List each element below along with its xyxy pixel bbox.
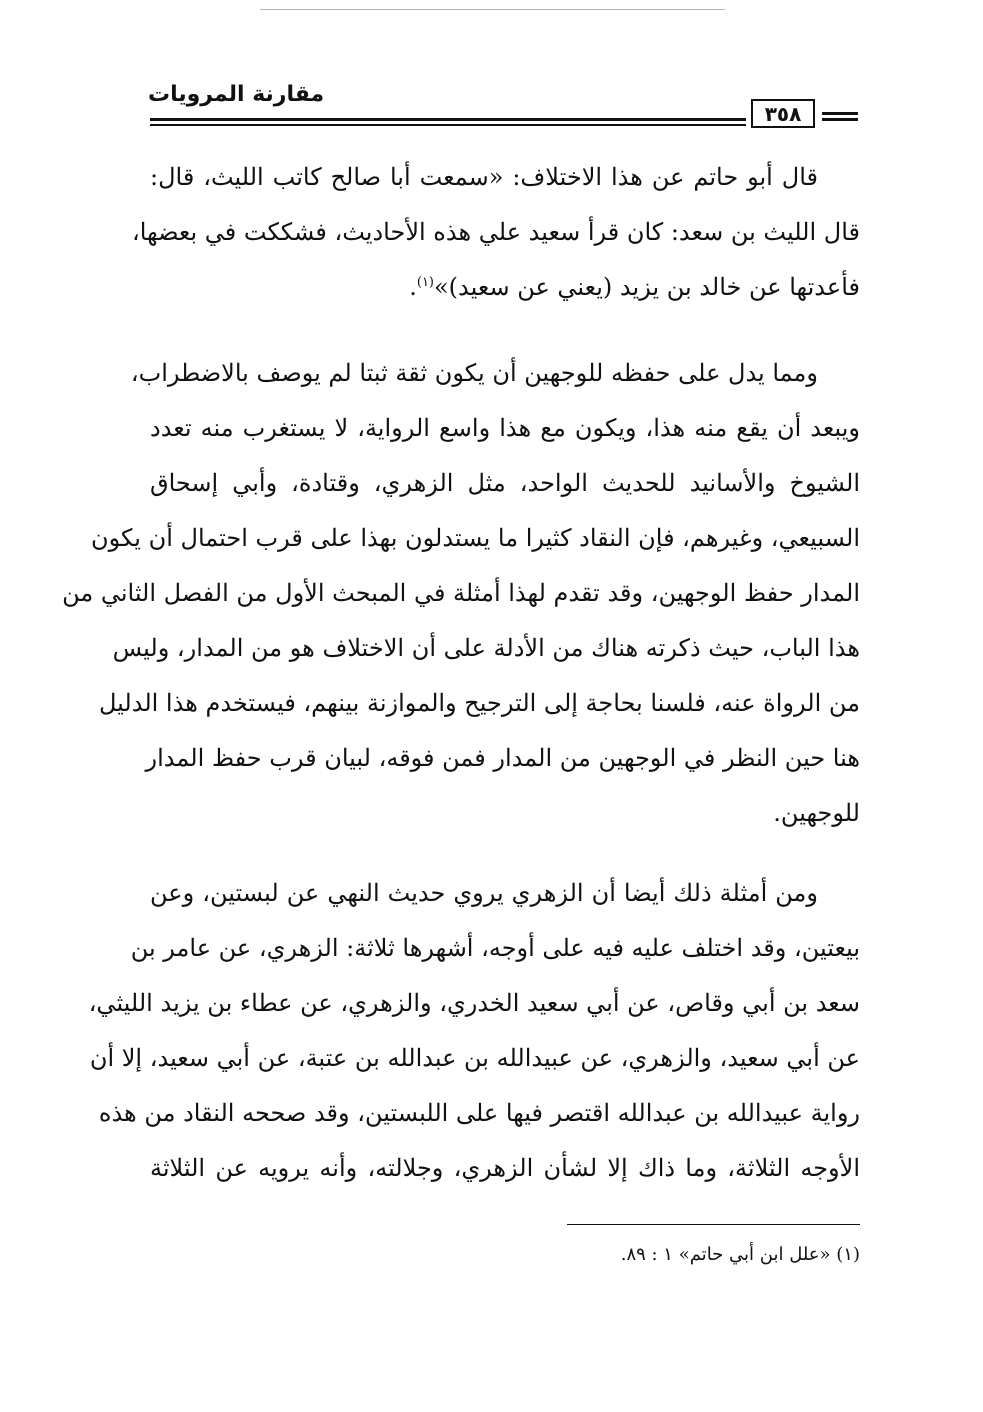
text-line: ويبعد أن يقع منه هذا، ويكون مع هذا واسع الرواية، لا يستغرب منه تعدد — [150, 414, 860, 442]
text-line: بيعتين، وقد اختلف عليه فيه على أوجه، أشهرها ثلاثة: الزهري، عن عامر بن — [130, 934, 860, 962]
page-number-rule-bottom — [822, 118, 858, 121]
text-line: سعد بن أبي وقاص، عن أبي سعيد الخدري، والزهري، عن عطاء بن يزيد الليثي، — [88, 989, 860, 1017]
text-line: السبيعي، وغيرهم، فإن النقاد كثيرا ما يستدلون بهذا على قرب احتمال أن يكون — [91, 524, 860, 552]
paragraph-2 — [62, 346, 860, 841]
footnote-reference[interactable]: (١) — [416, 275, 434, 290]
header-rule-thick — [150, 118, 746, 121]
header-rule-thin — [150, 124, 746, 126]
footnote: (١) «علل ابن أبي حاتم» ١ : ٨٩. — [620, 1244, 860, 1265]
text-line: للوجهين. — [773, 799, 860, 827]
text-line: الأوجه الثلاثة، وما ذاك إلا لشأن الزهري، وجلالته، وأنه يرويه عن الثلاثة — [150, 1154, 861, 1182]
text-line: من الرواة عنه، فلسنا بحاجة إلى الترجيح والموازنة بينهم، فيستخدم هذا الدليل — [98, 689, 860, 717]
page-number-rule-top — [822, 112, 858, 115]
paragraph-1 — [131, 150, 860, 315]
text-line: قال أبو حاتم عن هذا الاختلاف: «سمعت أبا صالح كاتب الليث، قال: — [150, 163, 818, 191]
text-line: قال الليث بن سعد: كان قرأ سعيد علي هذه الأحاديث، فشككت في بعضها، — [131, 218, 860, 246]
text-line: رواية عبيدالله بن عبدالله اقتصر فيها على اللبستين، وقد صححه النقاد من هذه — [98, 1099, 860, 1127]
end-punctuation: . — [409, 273, 417, 301]
text-line: الشيوخ والأسانيد للحديث الواحد، مثل الزهري، وقتادة، وأبي إسحاق — [150, 469, 860, 497]
text-line: فأعدتها عن خالد بن يزيد (يعني عن سعيد)» — [434, 273, 860, 301]
top-scan-rule — [260, 9, 725, 10]
text-line: ومن أمثلة ذلك أيضا أن الزهري يروي حديث النهي عن لبستين، وعن — [150, 879, 819, 907]
footnote-separator — [567, 1224, 860, 1225]
text-line: ومما يدل على حفظه للوجهين أن يكون ثقة ثبتا لم يوصف بالاضطراب، — [130, 359, 818, 387]
text-line: هنا حين النظر في الوجهين من المدار فمن فوقه، لبيان قرب حفظ المدار — [145, 744, 860, 772]
text-line: هذا الباب، حيث ذكرته هناك من الأدلة على أن الاختلاف هو من المدار، وليس — [112, 634, 860, 662]
text-line-with-footnote — [150, 260, 860, 315]
text-line: المدار حفظ الوجهين، وقد تقدم لهذا أمثلة في المبحث الأول من الفصل الثاني من — [62, 579, 860, 607]
running-header-title: مقارنة المرويات — [148, 82, 325, 107]
paragraph-3 — [88, 866, 861, 1196]
text-line: عن أبي سعيد، والزهري، عن عبيدالله بن عبدالله بن عتبة، عن أبي سعيد، إلا أن — [89, 1044, 860, 1072]
page-number: ٣٥٨ — [751, 99, 815, 128]
